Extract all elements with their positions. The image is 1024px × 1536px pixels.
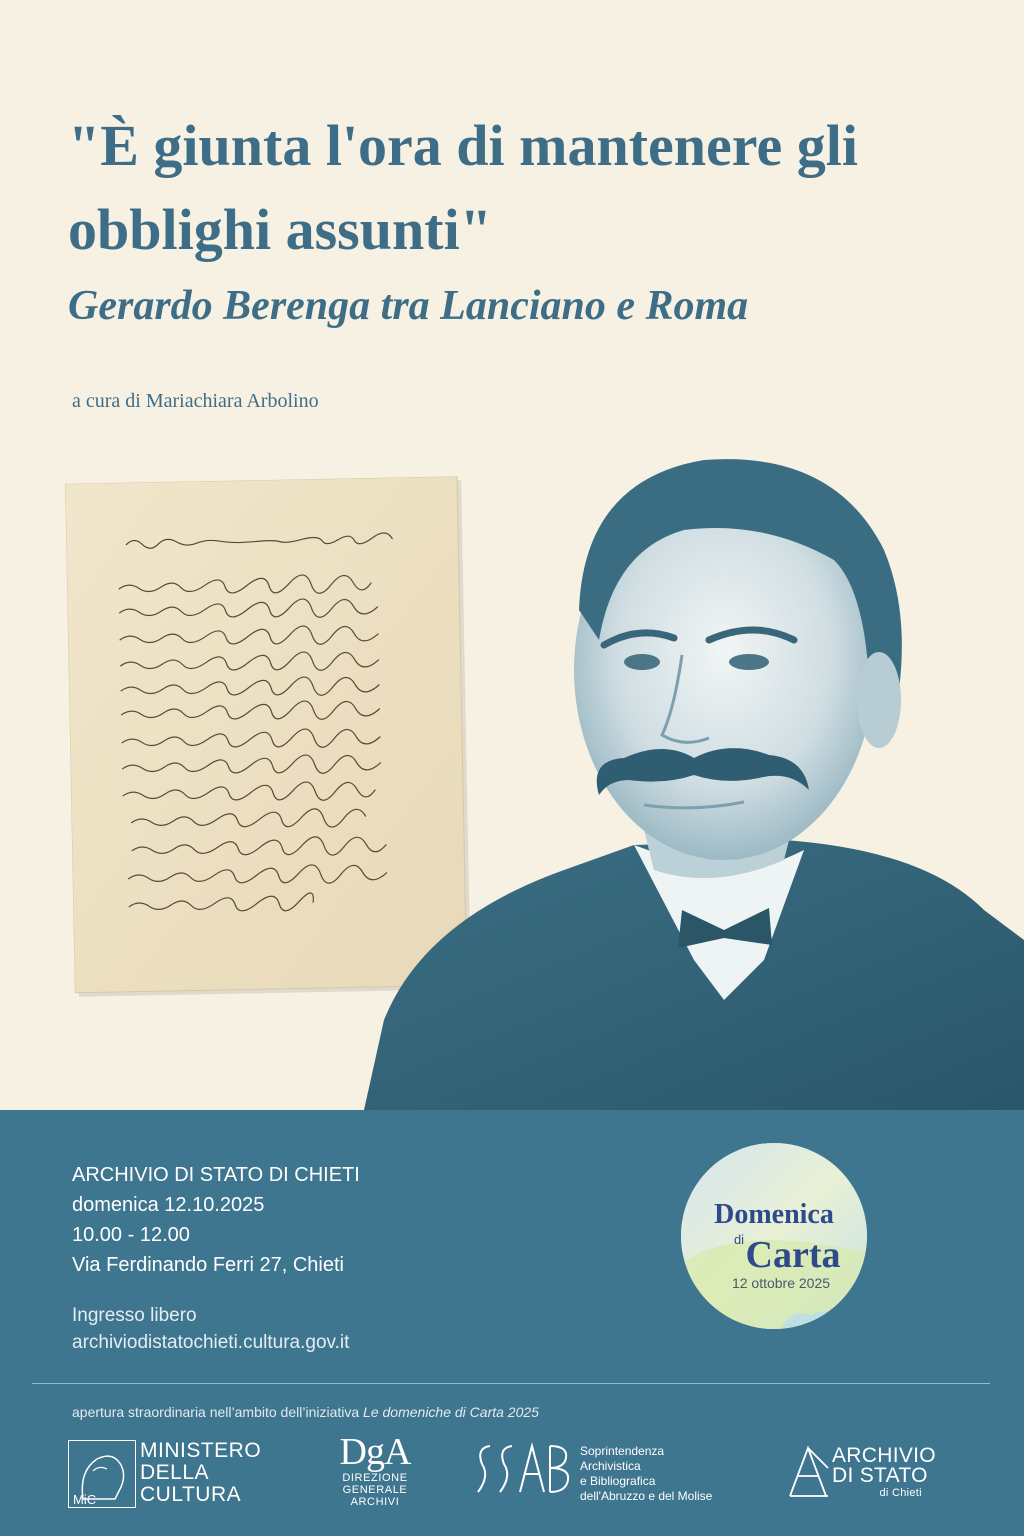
mic-line2: DELLA xyxy=(140,1461,210,1484)
event-extra xyxy=(72,1302,349,1356)
sab-line4: dell'Abruzzo e del Molise xyxy=(580,1489,713,1503)
mic-line1: MINISTERO xyxy=(140,1439,262,1462)
sab-line2: Archivistica xyxy=(580,1459,641,1473)
dga-line3: ARCHIVI xyxy=(350,1496,400,1508)
poster-subtitle: Gerardo Berenga tra Lanciano e Roma xyxy=(68,283,749,329)
event-details xyxy=(72,1160,360,1280)
archivio-line1: ARCHIVIO xyxy=(832,1444,936,1467)
sab-line3: e Bibliografica xyxy=(580,1474,656,1488)
divider-line xyxy=(32,1383,990,1384)
dga-mark: DgA xyxy=(339,1431,411,1473)
ministero-cultura-logo xyxy=(68,1440,278,1510)
event-address: Via Ferdinando Ferri 27, Chieti xyxy=(72,1254,344,1276)
event-time: 10.00 - 12.00 xyxy=(72,1224,190,1246)
curator-credit: a cura di Mariachiara Arbolino xyxy=(72,390,319,412)
archivio-emblem-icon xyxy=(786,1440,832,1500)
dga-line2: GENERALE xyxy=(342,1484,408,1496)
event-date: domenica 12.10.2025 xyxy=(72,1194,265,1216)
mic-emblem-icon xyxy=(68,1440,136,1508)
badge-line3: Carta xyxy=(745,1234,841,1276)
mic-text xyxy=(140,1440,261,1506)
venue-name: ARCHIVIO DI STATO DI CHIETI xyxy=(72,1164,360,1186)
footer-note-prefix: apertura straordinaria nell’ambito dell’iniziativa xyxy=(72,1404,364,1420)
entry-note: Ingresso libero xyxy=(72,1305,197,1326)
badge-line2: di xyxy=(733,1232,745,1247)
poster-title: "È giunta l'ora di mantenere gli obblighi assunti" xyxy=(68,113,858,262)
dga-logo xyxy=(335,1432,415,1518)
archivio-stato-logo xyxy=(786,1440,966,1506)
soprintendenza-logo xyxy=(468,1436,738,1506)
mic-mark-text: MiC xyxy=(73,1492,97,1507)
dga-line1: DIREZIONE xyxy=(342,1472,408,1484)
domenica-di-carta-badge xyxy=(681,1143,867,1329)
archivio-line3: di Chieti xyxy=(879,1487,922,1499)
badge-line1: Domenica xyxy=(714,1199,834,1230)
archivio-text xyxy=(832,1446,936,1500)
archivio-line2: DI STATO xyxy=(832,1464,928,1487)
footer-note-initiative: Le domeniche di Carta 2025 xyxy=(363,1404,539,1420)
portrait-photo xyxy=(364,440,1024,1110)
mic-line3: CULTURA xyxy=(140,1483,242,1506)
website-link[interactable]: archiviodistatochieti.cultura.gov.it xyxy=(72,1332,350,1353)
sab-line1: Soprintendenza xyxy=(580,1444,665,1458)
sab-text xyxy=(580,1444,712,1504)
footer-note xyxy=(72,1404,539,1420)
event-info-band xyxy=(0,1110,1024,1536)
sab-monogram-icon xyxy=(468,1436,573,1502)
badge-line4: 12 ottobre 2025 xyxy=(731,1275,831,1291)
